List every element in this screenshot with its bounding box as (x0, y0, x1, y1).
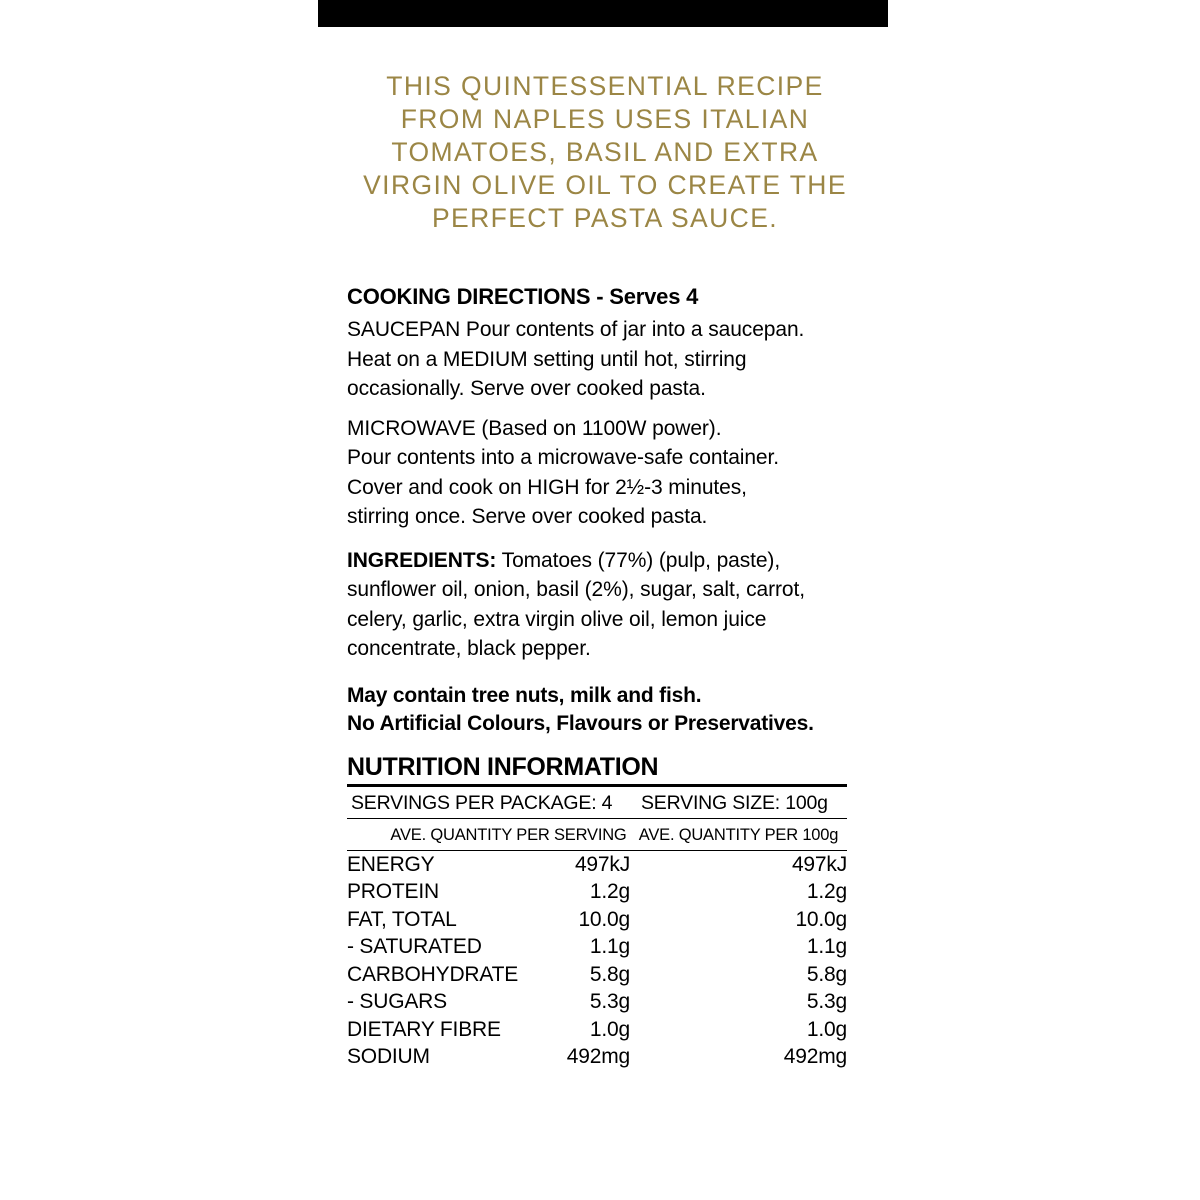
nutrient-label: FAT, TOTAL (347, 907, 457, 931)
microwave-line-2: Pour contents into a microwave-safe container. (347, 446, 779, 469)
saucepan-line-1: SAUCEPAN Pour contents of jar into a saucepan. (347, 318, 805, 341)
ingredients-line-1 (347, 546, 847, 576)
microwave-line-4: stirring once. Serve over cooked pasta. (347, 505, 708, 528)
nutrient-label: ENERGY (347, 852, 435, 876)
ingredients-line-4: concentrate, black pepper. (347, 637, 591, 660)
nutrient-label: DIETARY FIBRE (347, 1017, 501, 1041)
nutrient-per-100g: 10.0g (795, 907, 847, 931)
microwave-line-3: Cover and cook on HIGH for 2½-3 minutes, (347, 475, 747, 499)
nutrient-per-serving: 5.3g (589, 990, 630, 1013)
product-intro-text (300, 70, 910, 235)
nutrient-label: - SUGARS (347, 990, 447, 1013)
nutrient-per-100g: 497kJ (791, 852, 847, 876)
label-content (347, 283, 847, 1071)
nutrient-per-100g: 492mg (783, 1045, 847, 1068)
nutrient-per-100g: 1.0g (806, 1017, 847, 1041)
nutrient-per-100g: 5.8g (806, 962, 847, 986)
nutrient-label: PROTEIN (347, 880, 439, 903)
saucepan-line-2: Heat on a MEDIUM setting until hot, stirring (347, 347, 747, 371)
top-black-bar (318, 0, 888, 27)
nutrition-colhead-blank (347, 823, 387, 847)
intro-line-2: FROM NAPLES USES ITALIAN (400, 104, 810, 134)
nutrient-per-serving: 492mg (566, 1045, 630, 1068)
nutrient-per-serving: 1.1g (589, 935, 630, 958)
nutrition-colhead-100g: AVE. QUANTITY PER 100g (638, 825, 839, 844)
table-row (347, 878, 847, 906)
table-row (347, 906, 847, 934)
nutrient-per-serving: 10.0g (578, 907, 630, 931)
serving-size: SERVING SIZE: 100g (641, 791, 828, 814)
nutrient-label: SODIUM (347, 1045, 430, 1068)
nutrition-colhead-serving: AVE. QUANTITY PER SERVING (390, 825, 627, 844)
nutrient-per-100g: 1.1g (806, 935, 847, 958)
nutrient-per-serving: 1.2g (589, 880, 630, 903)
nutrition-title: NUTRITION INFORMATION (347, 752, 659, 781)
nutrition-table (347, 851, 847, 1071)
nutrition-column-headers (347, 819, 847, 850)
nutrient-label: CARBOHYDRATE (347, 962, 519, 986)
intro-line-1: THIS QUINTESSENTIAL RECIPE (386, 71, 824, 101)
nutrient-per-100g: 1.2g (806, 880, 847, 903)
saucepan-instructions (347, 315, 847, 404)
nutrient-per-serving: 497kJ (574, 852, 630, 876)
nutrient-per-serving: 5.8g (589, 962, 630, 986)
table-row (347, 988, 847, 1016)
no-artificial-statement: No Artificial Colours, Flavours or Preservatives. (347, 711, 814, 735)
nutrition-information-panel (347, 752, 847, 1071)
intro-line-5: PERFECT PASTA SAUCE. (431, 203, 779, 233)
table-row (347, 933, 847, 961)
table-row (347, 961, 847, 989)
ingredients-line-3: celery, garlic, extra virgin olive oil, lemon juice (347, 607, 767, 631)
intro-line-4: VIRGIN OLIVE OIL TO CREATE THE (363, 170, 847, 200)
table-row (347, 1016, 847, 1044)
table-row (347, 1043, 847, 1071)
ingredients-text-1: Tomatoes (77%) (pulp, paste), (496, 548, 781, 572)
allergen-statement: May contain tree nuts, milk and fish. (347, 683, 702, 707)
microwave-line-1: MICROWAVE (Based on 1100W power). (347, 416, 722, 440)
nutrient-label: - SATURATED (347, 935, 482, 958)
intro-line-3: TOMATOES, BASIL AND EXTRA (391, 137, 819, 167)
table-row (347, 851, 847, 879)
saucepan-line-3: occasionally. Serve over cooked pasta. (347, 377, 706, 400)
ingredients-label: INGREDIENTS: (347, 548, 497, 572)
nutrient-per-100g: 5.3g (806, 990, 847, 1013)
nutrient-per-serving: 1.0g (589, 1017, 630, 1041)
microwave-instructions (347, 414, 847, 532)
cooking-directions-heading: COOKING DIRECTIONS - Serves 4 (347, 284, 699, 309)
ingredients-line-2: sunflower oil, onion, basil (2%), sugar, salt, carrot, (347, 578, 805, 601)
ingredients-block (347, 546, 847, 664)
nutrition-servings-row (347, 787, 847, 818)
servings-per-package: SERVINGS PER PACKAGE: 4 (351, 791, 613, 814)
